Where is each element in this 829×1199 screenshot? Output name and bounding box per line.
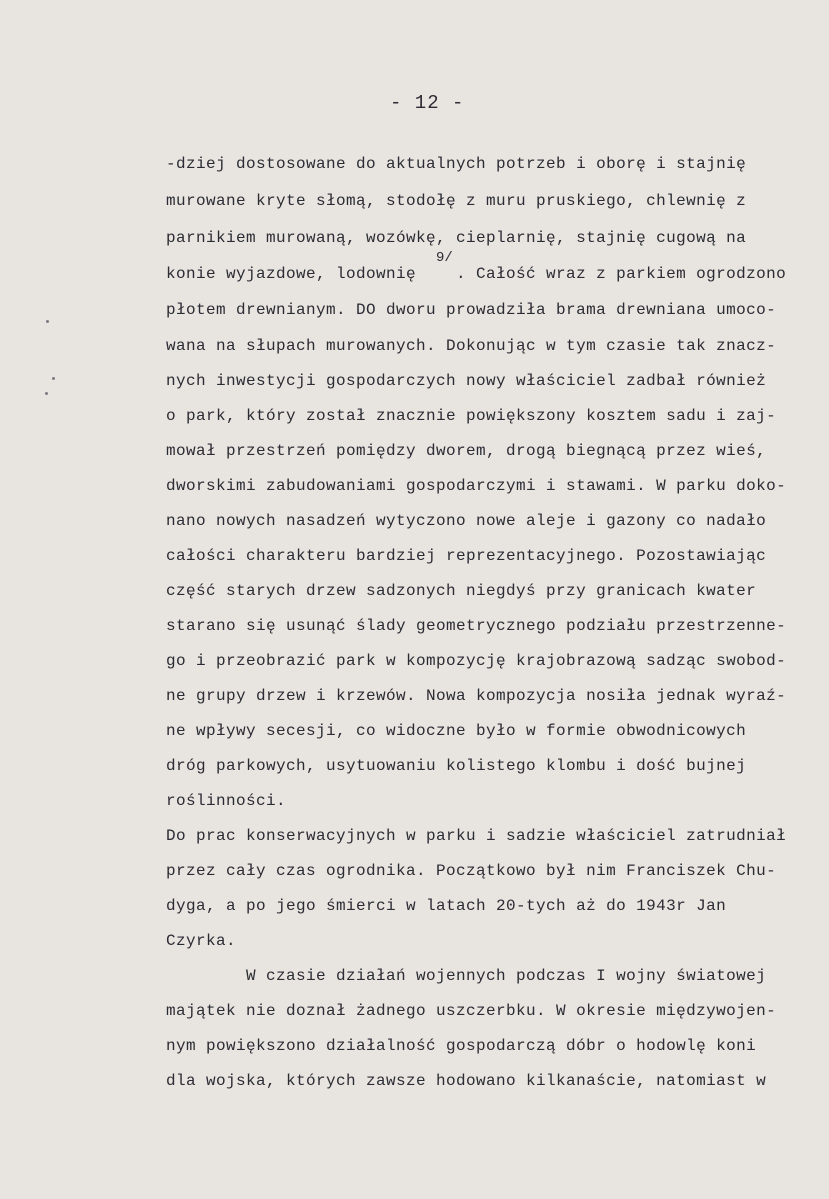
text-line: -dziej dostosowane do aktualnych potrzeb i oborę i stajnię — [166, 155, 747, 173]
text-line: całości charakteru bardziej reprezentacyjnego. Pozostawiając — [166, 547, 767, 565]
text-line: przez cały czas ogrodnika. Początkowo był nim Franciszek Chu- — [166, 862, 777, 880]
text-line: dworskimi zabudowaniami gospodarczymi i stawami. W parku doko- — [166, 477, 787, 495]
scan-speck — [52, 377, 55, 380]
text-line: płotem drewnianym. DO dworu prowadziła brama drewniana umoco- — [166, 301, 777, 319]
text-line: go i przeobrazić park w kompozycję krajobrazową sadząc swobod- — [166, 652, 787, 670]
text-line: dla wojska, których zawsze hodowano kilkanaście, natomiast w — [166, 1072, 767, 1090]
text-line: Do prac konserwacyjnych w parku i sadzie właściciel zatrudniał — [166, 827, 787, 845]
text-line: nano nowych nasadzeń wytyczono nowe aleje i gazony co nadało — [166, 512, 767, 530]
page-number: - 12 - — [390, 92, 465, 114]
scan-speck — [46, 320, 49, 323]
text-line: majątek nie doznał żadnego uszczerbku. W okresie międzywojen- — [166, 1002, 777, 1020]
text-line: o park, który został znacznie powiększony kosztem sadu i zaj- — [166, 407, 777, 425]
text-line: nym powiększono działalność gospodarczą dóbr o hodowlę koni — [166, 1037, 757, 1055]
scan-speck — [45, 392, 48, 395]
text-line: murowane kryte słomą, stodołę z muru pruskiego, chlewnię z — [166, 192, 747, 210]
text-line: wana na słupach murowanych. Dokonując w tym czasie tak znacz- — [166, 337, 777, 355]
text-line: W czasie działań wojennych podczas I wojny światowej — [166, 967, 767, 985]
text-line: starano się usunąć ślady geometrycznego podziału przestrzenne- — [166, 617, 787, 635]
footnote-marker: 9/ — [436, 250, 453, 266]
text-line: ne wpływy secesji, co widoczne było w formie obwodnicowych — [166, 722, 747, 740]
text-line: roślinności. — [166, 792, 287, 810]
text-line: dyga, a po jego śmierci w latach 20-tych aż do 1943r Jan — [166, 897, 727, 915]
text-line: ne grupy drzew i krzewów. Nowa kompozycja nosiła jednak wyraź- — [166, 687, 787, 705]
text-line: konie wyjazdowe, lodownię . Całość wraz z parkiem ogrodzono — [166, 265, 787, 283]
text-line: mował przestrzeń pomiędzy dworem, drogą biegnącą przez wieś, — [166, 442, 767, 460]
text-line: parnikiem murowaną, wozówkę, cieplarnię, stajnię cugową na — [166, 229, 747, 247]
text-line: dróg parkowych, usytuowaniu kolistego klombu i dość bujnej — [166, 757, 747, 775]
text-line: nych inwestycji gospodarczych nowy właściciel zadbał również — [166, 372, 767, 390]
text-line: Czyrka. — [166, 932, 237, 950]
text-line: część starych drzew sadzonych niegdyś przy granicach kwater — [166, 582, 757, 600]
